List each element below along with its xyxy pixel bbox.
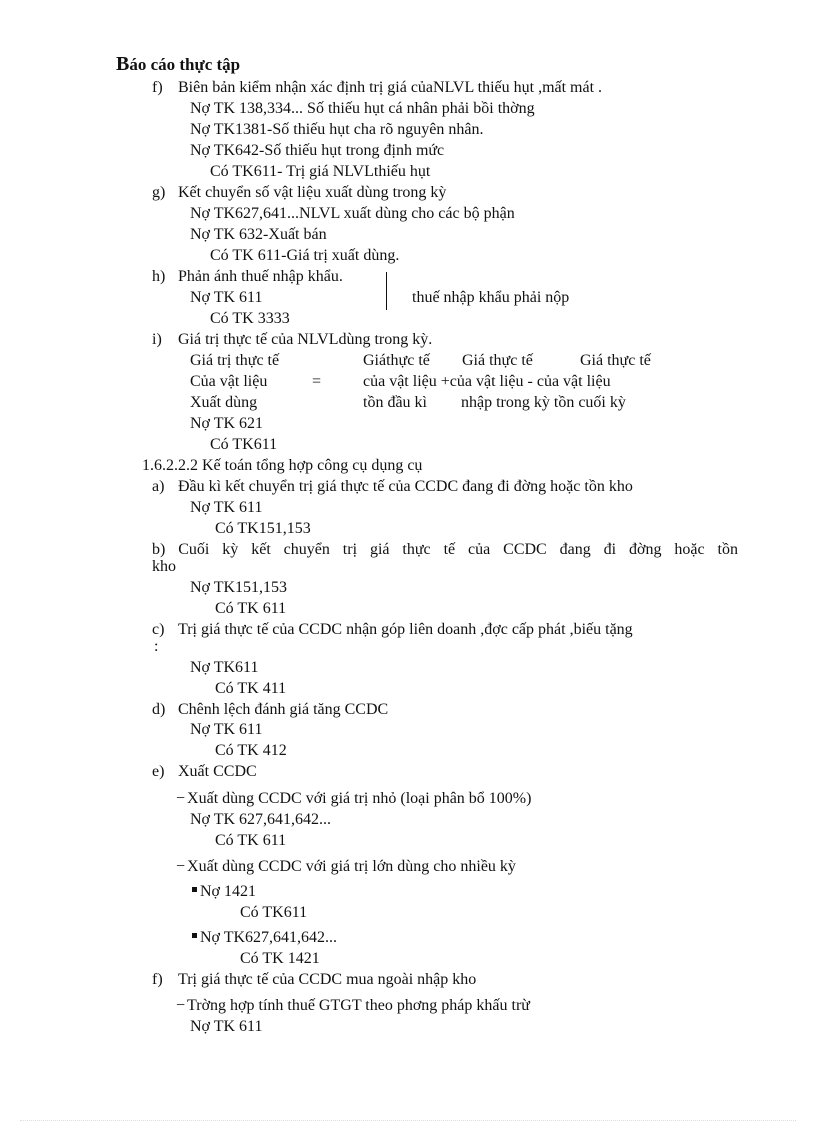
entry-line: Nợ TK 611 <box>190 721 263 738</box>
entry-line: Có TK151,153 <box>215 520 311 537</box>
entry-line: Có TK611 <box>210 436 278 453</box>
entry-line: Nợ TK642-Số thiếu hụt trong định mức <box>190 142 445 159</box>
formula-cell: của vật liệu +của vật liệu - của vật liệu <box>363 373 611 390</box>
entry-line: Có TK 3333 <box>210 310 290 327</box>
sub-item-text: Trờng hợp tính thuế GTGT theo phơng pháp khấu trừ <box>187 997 530 1014</box>
entry-line: Có TK611- Trị giá NLVLthiếu hụt <box>210 163 431 180</box>
bracket-divider <box>386 272 387 310</box>
item-title: Phản ánh thuế nhập khẩu. <box>178 268 343 285</box>
item-label: e) <box>152 763 165 780</box>
entry-line: Có TK611 <box>240 904 308 921</box>
sub-item <box>176 996 530 1016</box>
entry-line: Nợ TK 627,641,642... <box>190 811 332 828</box>
item-title: Kết chuyển số vật liệu xuất dùng trong kỳ <box>178 184 447 201</box>
item-title: Đầu kì kết chuyển trị giá thực tế của CCDC đang đi đờng hoặc tồn kho <box>178 478 633 495</box>
item-title: b) Cuối kỳ kết chuyển trị giá thực tế của CCDC đang đi đờng hoặc tồn <box>152 541 738 558</box>
entry-note: thuế nhập khẩu phải nộp <box>412 289 570 306</box>
formula-cell: tồn đầu kì <box>363 394 427 411</box>
item-title-cont: kho <box>152 558 176 575</box>
item-title: Trị giá thực tế của CCDC mua ngoài nhập kho <box>178 971 477 988</box>
item-label: f) <box>152 79 163 96</box>
formula-equals: = <box>312 373 322 390</box>
formula-cell: Xuất dùng <box>190 394 258 411</box>
entry-line: Nợ TK1381-Số thiếu hụt cha rõ nguyên nhân. <box>190 121 484 138</box>
item-label: g) <box>152 184 166 201</box>
dash-marker: − <box>176 997 186 1014</box>
section-title: 1.6.2.2.2 Kế toán tổng hợp công cụ dụng cụ <box>142 457 423 474</box>
item-title: Xuất CCDC <box>178 763 257 780</box>
sub-item <box>176 789 531 809</box>
entry-line: Có TK 611 <box>215 600 287 617</box>
entry-line: Nợ TK 611 <box>190 289 263 306</box>
header-text: áo cáo thực tập <box>129 55 241 74</box>
entry-line: Có TK 1421 <box>240 950 320 967</box>
formula-cell: Giáthực tế <box>363 352 430 369</box>
formula-cell: Giá trị thực tế <box>190 352 280 369</box>
formula-cell: Của vật liệu <box>190 373 268 390</box>
item-label: f) <box>152 971 163 988</box>
dash-marker: − <box>176 858 186 875</box>
entry-line: Nợ TK627,641...NLVL xuất dùng cho các bộ phận <box>190 205 515 222</box>
entry-line: Nợ TK 632-Xuất bán <box>190 226 327 243</box>
item-label: i) <box>152 331 162 348</box>
sub-item-text: Xuất dùng CCDC với giá trị nhỏ (loại phân bổ 100%) <box>187 790 532 807</box>
page-header <box>116 54 240 75</box>
entry-line: Có TK 411 <box>215 680 287 697</box>
item-title: Chênh lệch đánh giá tăng CCDC <box>178 701 389 718</box>
formula-cell: Giá thực tế <box>580 352 651 369</box>
bullet-item <box>192 928 337 948</box>
item-label: a) <box>152 478 165 495</box>
entry-line: Có TK 611 <box>215 832 287 849</box>
item-title-cont: : <box>154 638 159 655</box>
entry-line: Nợ TK151,153 <box>190 579 288 596</box>
bullet-text: Nợ 1421 <box>200 883 257 900</box>
bullet-text: Nợ TK627,641,642... <box>200 929 338 946</box>
entry-line: Nợ TK 611 <box>190 499 263 516</box>
item-label: c) <box>152 621 165 638</box>
formula-cell: nhập trong kỳ tồn cuối kỳ <box>461 394 626 411</box>
entry-line: Nợ TK 138,334... Số thiếu hụt cá nhân phải bồi thờng <box>190 100 535 117</box>
square-bullet-icon <box>192 933 197 938</box>
sub-item-text: Xuất dùng CCDC với giá trị lớn dùng cho nhiều kỳ <box>187 858 516 875</box>
entry-line: Nợ TK 611 <box>190 1018 263 1035</box>
item-title: Trị giá thực tế của CCDC nhận góp liên doanh ,đợc cấp phát ,biếu tặng <box>178 621 633 638</box>
item-title: Biên bản kiểm nhận xác định trị giá củaNLVL thiếu hụt ,mất mát . <box>178 79 603 96</box>
bullet-item <box>192 882 256 902</box>
page-bottom-rule <box>20 1120 796 1121</box>
square-bullet-icon <box>192 887 197 892</box>
item-label: d) <box>152 701 166 718</box>
sub-item <box>176 857 516 877</box>
header-first-letter: B <box>116 53 130 75</box>
entry-line: Nợ TK611 <box>190 659 259 676</box>
item-title: Giá trị thực tế của NLVLdùng trong kỳ. <box>178 331 433 348</box>
dash-marker: − <box>176 790 186 807</box>
entry-line: Có TK 412 <box>215 742 287 759</box>
item-label: h) <box>152 268 166 285</box>
formula-cell: Giá thực tế <box>462 352 533 369</box>
entry-line: Nợ TK 621 <box>190 415 264 432</box>
entry-line: Có TK 611-Giá trị xuất dùng. <box>210 247 400 264</box>
